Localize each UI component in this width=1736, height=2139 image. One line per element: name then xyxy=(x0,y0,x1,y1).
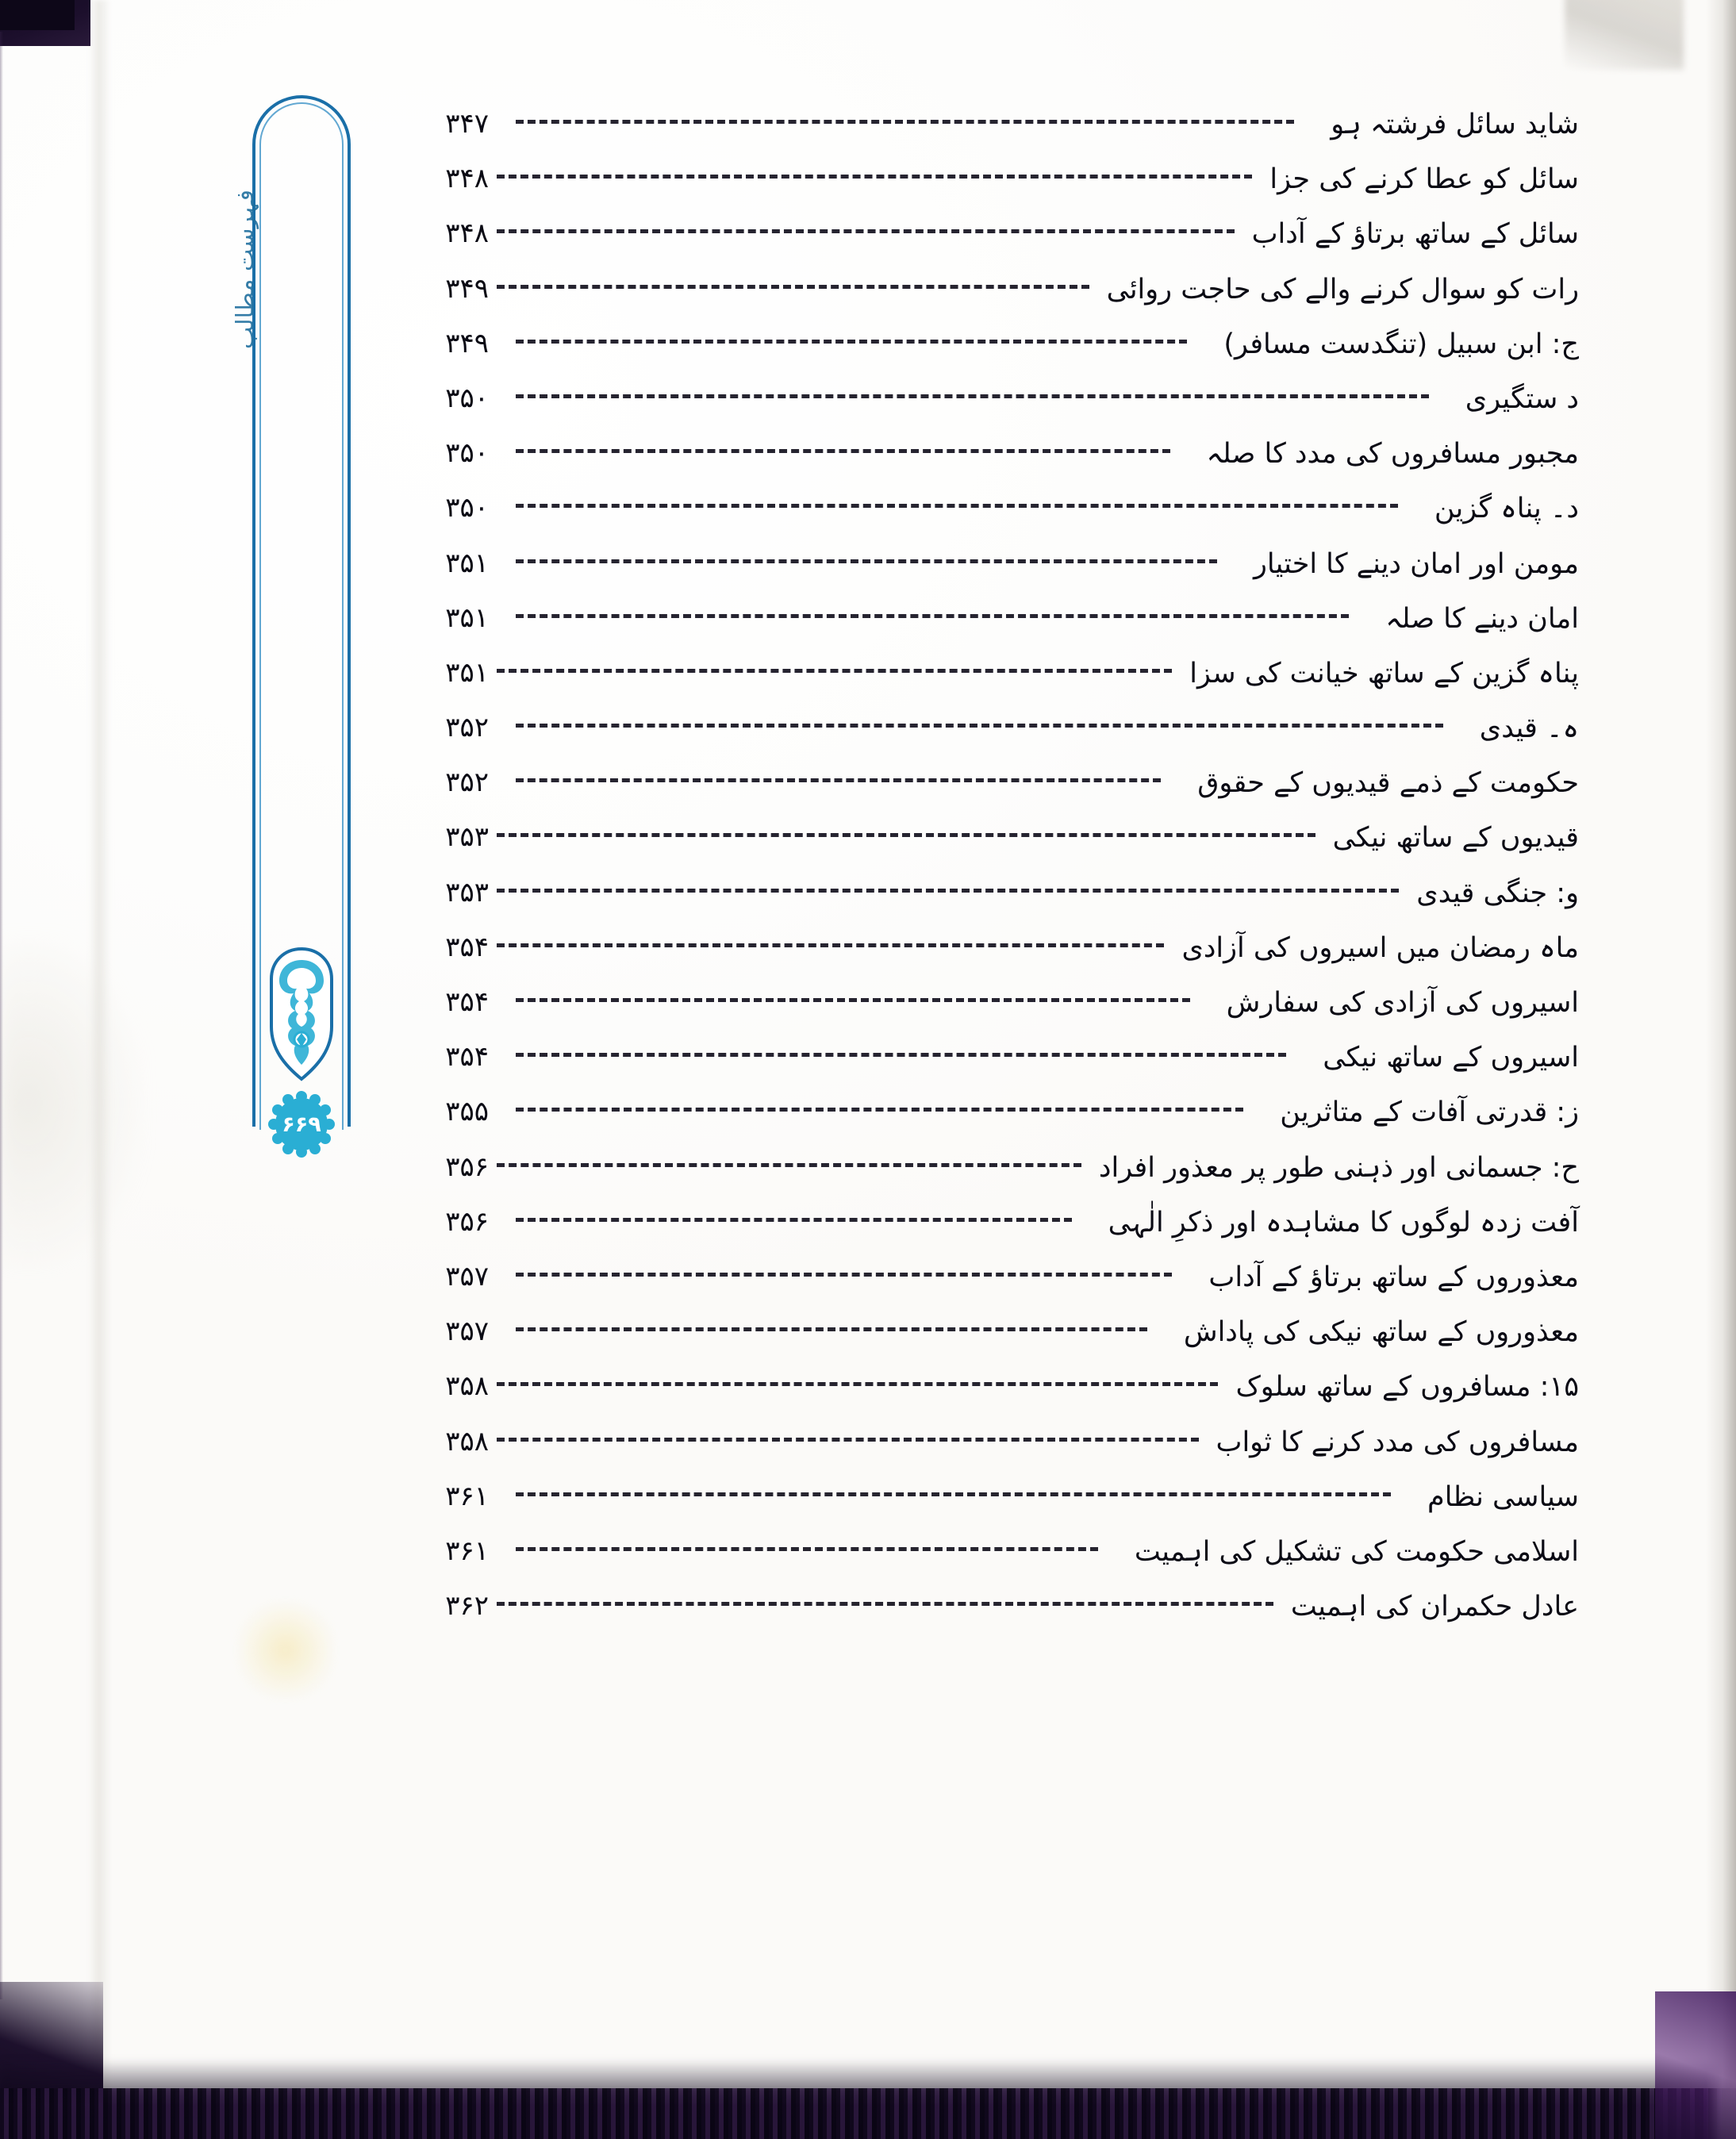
toc-entry-page-number: ۳۶۲ xyxy=(445,1590,489,1622)
toc-entry-page-number: ۳۵۷ xyxy=(445,1315,489,1348)
toc-leader-dots xyxy=(516,340,1187,344)
page-number-badge-label: ۶۶۹ xyxy=(282,1112,321,1137)
toc-leader-dots xyxy=(497,1382,1218,1387)
toc-entry-page-number: ۳۵۴ xyxy=(445,986,489,1018)
toc-entry-page-number: ۳۵۸ xyxy=(445,1370,489,1403)
toc-leader-dots xyxy=(516,778,1161,783)
toc-leader-dots xyxy=(497,229,1235,234)
toc-entry-title: قیدیوں کے ساتھ نیکی xyxy=(1332,822,1579,854)
toc-entry-title: سائل کو عطا کرنے کی جزا xyxy=(1269,163,1579,196)
toc-entry-title: د۔ پناہ گزین xyxy=(1434,493,1579,525)
toc-entry-row xyxy=(413,601,1579,659)
toc-entry-title: رات کو سوال کرنے والے کی حاجت روائی xyxy=(1106,273,1579,305)
toc-entry-row xyxy=(413,109,1579,164)
toc-leader-dots xyxy=(516,394,1429,399)
toc-leader-dots xyxy=(516,724,1443,728)
toc-entry-title: ج: ابن سبیل (تنگدست مسافر) xyxy=(1223,328,1579,360)
toc-entry-row xyxy=(413,1043,1579,1097)
toc-entry-row xyxy=(413,329,1579,384)
toc-entry-row xyxy=(413,1482,1579,1537)
toc-leader-dots xyxy=(516,449,1170,454)
toc-entry-page-number: ۳۵۴ xyxy=(445,1041,489,1073)
toc-entry-title: عادل حکمران کی اہمیت xyxy=(1290,1591,1579,1623)
toc-leader-dots xyxy=(497,833,1315,838)
toc-entry-page-number: ۳۵۳ xyxy=(445,821,489,854)
toc-leader-dots xyxy=(516,1108,1243,1112)
scan-artifact-bottom-edge xyxy=(0,2088,1736,2139)
toc-entry-row xyxy=(413,1205,1579,1262)
toc-entry-row xyxy=(413,823,1579,877)
vertical-side-label: فہرست مطالب xyxy=(232,189,259,349)
toc-entry-row xyxy=(413,878,1579,933)
toc-entry-row xyxy=(413,549,1579,604)
toc-entry-page-number: ۳۵۶ xyxy=(445,1150,489,1183)
toc-entry-page-number: ۳۶۱ xyxy=(445,1534,489,1567)
toc-entry-title: معذوروں کے ساتھ نیکی کی پاداش xyxy=(1183,1316,1579,1349)
toc-entry-page-number: ۳۵۱ xyxy=(445,656,489,689)
toc-entry-page-number: ۳۵۰ xyxy=(445,492,489,524)
toc-entry-page-number: ۳۴۹ xyxy=(445,272,489,305)
toc-entry-page-number: ۳۴۸ xyxy=(445,217,489,250)
toc-entry-page-number: ۳۵۲ xyxy=(445,712,489,744)
toc-entry-page-number: ۳۵۸ xyxy=(445,1425,489,1457)
toc-leader-dots xyxy=(497,943,1164,948)
toc-leader-dots xyxy=(516,614,1349,619)
page-curl-shadow xyxy=(89,0,111,2139)
toc-entry-row xyxy=(413,1150,1579,1208)
toc-entry-title: امان دینے کا صلہ xyxy=(1385,602,1579,635)
toc-leader-dots xyxy=(497,1163,1081,1168)
toc-entry-title: ح: جسمانی اور ذہنی طور پر معذور افراد xyxy=(1098,1151,1579,1184)
toc-leader-dots xyxy=(516,1273,1172,1277)
toc-entry-row xyxy=(413,493,1579,548)
toc-entry-title: د ستگیری xyxy=(1465,382,1579,415)
toc-entry-title: سیاسی نظام xyxy=(1427,1480,1579,1513)
toc-leader-dots xyxy=(497,1602,1273,1607)
toc-entry-title: ہ۔ قیدی xyxy=(1479,712,1579,745)
toc-entry-page-number: ۳۵۱ xyxy=(445,601,489,634)
decorative-ornament-column xyxy=(232,95,365,1238)
toc-entry-row xyxy=(413,1592,1579,1646)
toc-entry-title: شاید سائل فرشتہ ہو xyxy=(1331,109,1579,140)
toc-entry-title: مسافروں کی مدد کرنے کا ثواب xyxy=(1216,1426,1579,1458)
toc-entry-row xyxy=(413,1534,1579,1592)
toc-entry-page-number: ۳۴۸ xyxy=(445,163,489,195)
toc-entry-row xyxy=(413,272,1579,329)
toc-entry-title: ماہ رمضان میں اسیروں کی آزادی xyxy=(1181,931,1579,964)
toc-entry-title: حکومت کے ذمے قیدیوں کے حقوق xyxy=(1197,767,1579,800)
toc-entry-title: و: جنگی قیدی xyxy=(1416,877,1579,909)
toc-leader-dots xyxy=(516,1327,1147,1332)
toc-leader-dots xyxy=(516,1053,1286,1058)
scan-shadow xyxy=(0,936,143,1269)
toc-entry-page-number: ۳۵۴ xyxy=(445,931,489,963)
toc-leader-dots xyxy=(497,1438,1199,1442)
scan-artifact-bottom-right xyxy=(1655,1991,1736,2139)
toc-entry-page-number: ۳۵۷ xyxy=(445,1260,489,1292)
toc-entry-page-number: ۳۴۹ xyxy=(445,327,489,359)
toc-entry-row xyxy=(413,1097,1579,1152)
toc-entry-row xyxy=(413,656,1579,713)
toc-entry-page-number: ۳۵۰ xyxy=(445,437,489,470)
toc-entry-title: مومن اور امان دینے کا اختیار xyxy=(1254,547,1579,580)
toc-entry-page-number: ۳۵۱ xyxy=(445,547,489,579)
toc-entry-row xyxy=(413,1317,1579,1372)
toc-leader-dots xyxy=(516,559,1217,564)
toc-entry-title: ز: قدرتی آفات کے متاثرین xyxy=(1280,1096,1579,1129)
toc-entry-page-number: ۳۵۳ xyxy=(445,876,489,908)
toc-leader-dots xyxy=(497,175,1252,179)
toc-leader-dots xyxy=(497,285,1089,290)
toc-entry-title: اسیروں کی آزادی کی سفارش xyxy=(1226,987,1579,1019)
toc-entry-row xyxy=(413,933,1579,988)
toc-leader-dots xyxy=(497,669,1172,674)
toc-leader-dots xyxy=(516,504,1398,509)
toc-leader-dots xyxy=(516,1547,1098,1552)
scan-stain xyxy=(238,1603,333,1698)
toc-entry-page-number: ۳۵۶ xyxy=(445,1205,489,1238)
toc-entry-title: اسیروں کے ساتھ نیکی xyxy=(1323,1042,1579,1074)
table-of-contents-list xyxy=(413,109,1579,1646)
toc-entry-row xyxy=(413,1262,1579,1317)
toc-entry-title: سائل کے ساتھ برتاؤ کے آداب xyxy=(1251,218,1579,251)
toc-leader-dots xyxy=(516,1218,1072,1223)
toc-entry-row xyxy=(413,768,1579,823)
toc-leader-dots xyxy=(516,120,1294,125)
toc-entry-row xyxy=(413,164,1579,219)
toc-entry-row xyxy=(413,1427,1579,1482)
ornament-medallion-icon xyxy=(262,944,341,1087)
toc-entry-row xyxy=(413,219,1579,274)
toc-entry-title: ۱۵: مسافروں کے ساتھ سلوک xyxy=(1235,1371,1579,1404)
toc-entry-title: مجبور مسافروں کی مدد کا صلہ xyxy=(1206,438,1579,470)
toc-entry-row xyxy=(413,439,1579,493)
toc-entry-row xyxy=(413,384,1579,439)
toc-entry-title: آفت زدہ لوگوں کا مشاہدہ اور ذکرِ الٰہی xyxy=(1108,1206,1579,1238)
toc-entry-page-number: ۳۵۰ xyxy=(445,382,489,414)
toc-leader-dots xyxy=(516,998,1190,1003)
toc-leader-dots xyxy=(497,889,1399,893)
scan-artifact-top-right xyxy=(1565,0,1684,70)
toc-entry-title: معذوروں کے ساتھ برتاؤ کے آداب xyxy=(1208,1261,1579,1293)
toc-entry-page-number: ۳۶۱ xyxy=(445,1480,489,1512)
toc-entry-row xyxy=(413,1372,1579,1427)
toc-entry-row xyxy=(413,713,1579,768)
toc-entry-title: پناہ گزین کے ساتھ خیانت کی سزا xyxy=(1189,657,1579,689)
toc-entry-title: اسلامی حکومت کی تشکیل کی اہمیت xyxy=(1134,1535,1579,1568)
toc-entry-page-number: ۳۴۷ xyxy=(445,108,489,140)
toc-leader-dots xyxy=(516,1492,1391,1497)
toc-entry-row xyxy=(413,988,1579,1043)
toc-entry-page-number: ۳۵۲ xyxy=(445,766,489,799)
scan-artifact-left-edge xyxy=(0,32,3,1999)
toc-entry-page-number: ۳۵۵ xyxy=(445,1096,489,1128)
scan-artifact-top-left-core xyxy=(0,0,75,30)
scan-artifact-right-edge xyxy=(1706,0,1736,2139)
